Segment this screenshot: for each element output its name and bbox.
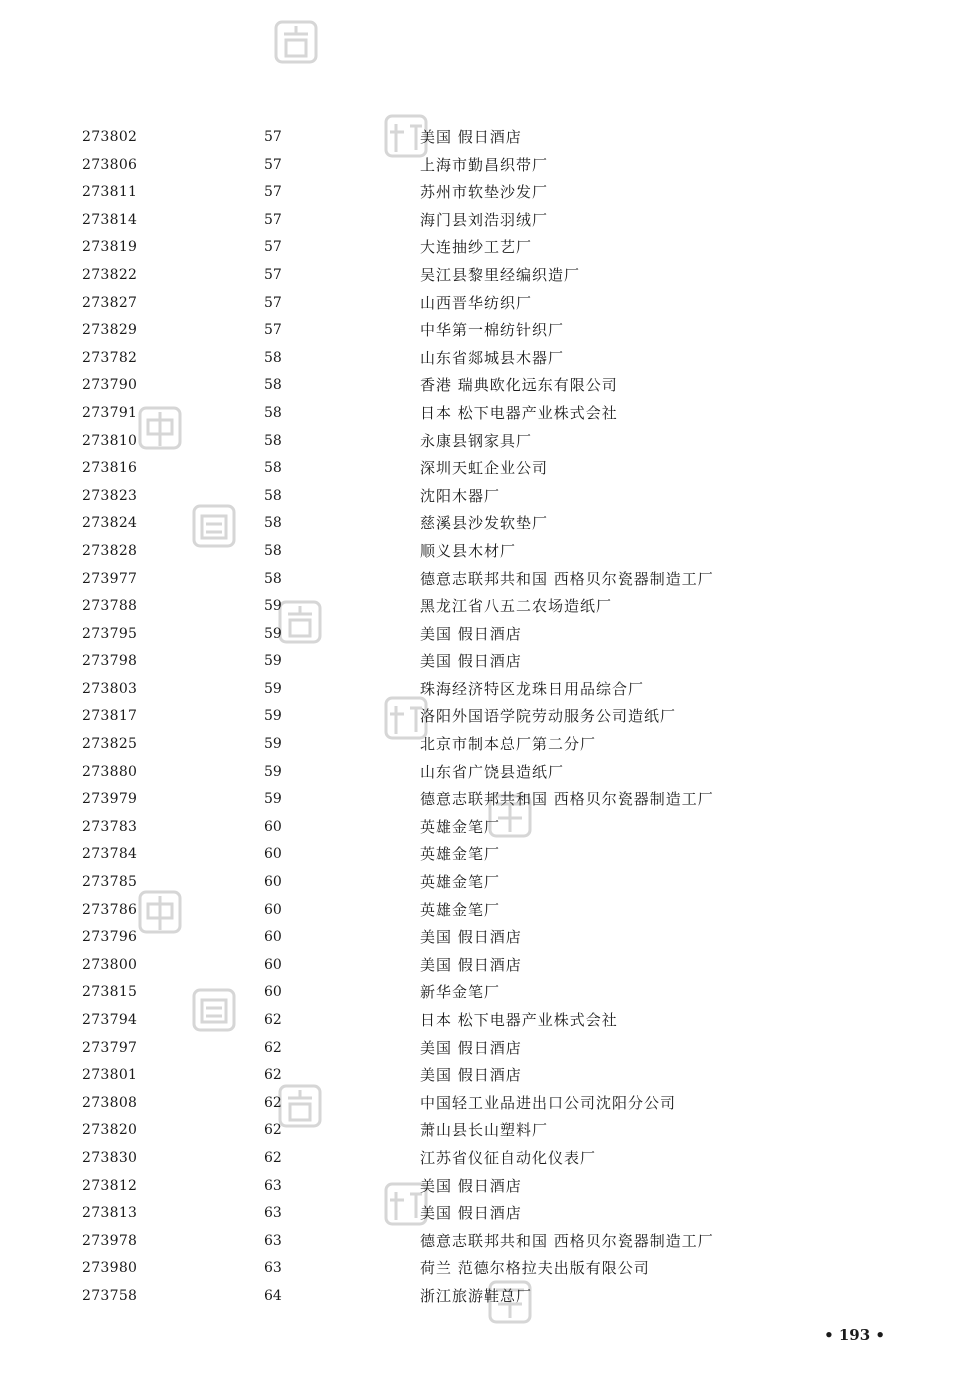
registrant-name: 北京市制本总厂第二分厂 bbox=[420, 735, 597, 754]
registration-number: 273783 bbox=[82, 818, 138, 835]
list-row bbox=[0, 924, 980, 952]
registration-number: 273797 bbox=[82, 1039, 138, 1056]
class-number: 58 bbox=[264, 349, 282, 366]
class-number: 62 bbox=[264, 1012, 282, 1028]
registration-number: 273794 bbox=[82, 1012, 138, 1028]
registration-number: 273758 bbox=[82, 1287, 138, 1304]
list-row bbox=[0, 455, 980, 483]
list-row bbox=[0, 510, 980, 538]
registration-number: 273802 bbox=[82, 129, 138, 145]
registrant-name: 德意志联邦共和国 西格贝尔瓷器制造工厂 bbox=[420, 790, 714, 809]
list-row bbox=[0, 1007, 980, 1035]
class-number: 57 bbox=[264, 266, 282, 283]
class-number: 60 bbox=[264, 984, 282, 1001]
class-number: 58 bbox=[264, 542, 282, 559]
registrant-name: 山东省广饶县造纸厂 bbox=[420, 762, 565, 781]
registrant-name: 吴江县黎里经编织造厂 bbox=[420, 265, 581, 284]
class-number: 63 bbox=[264, 1232, 282, 1249]
list-row bbox=[0, 400, 980, 428]
registration-number: 273784 bbox=[82, 846, 138, 863]
list-row bbox=[0, 290, 980, 318]
registration-number: 273813 bbox=[82, 1205, 138, 1222]
registration-number: 273820 bbox=[82, 1122, 138, 1139]
registration-number: 273812 bbox=[82, 1177, 138, 1194]
class-number: 59 bbox=[264, 680, 282, 697]
registration-number: 273786 bbox=[82, 901, 138, 918]
registrant-name: 沈阳木器厂 bbox=[420, 486, 501, 505]
registrant-name: 美国 假日酒店 bbox=[420, 1204, 522, 1223]
class-number: 57 bbox=[264, 294, 282, 311]
list-row bbox=[0, 124, 980, 152]
list-row bbox=[0, 1283, 980, 1311]
registrant-name: 慈溪县沙发软垫厂 bbox=[420, 514, 549, 533]
class-number: 57 bbox=[264, 322, 282, 339]
list-row bbox=[0, 703, 980, 731]
registrant-name: 上海市勤昌织带厂 bbox=[420, 155, 549, 174]
class-number: 57 bbox=[264, 211, 282, 228]
registrant-name: 美国 假日酒店 bbox=[420, 1176, 522, 1195]
list-row bbox=[0, 207, 980, 235]
list-row bbox=[0, 814, 980, 842]
registrant-name: 江苏省仪征自动化仪表厂 bbox=[420, 1148, 597, 1167]
registrant-name: 中国轻工业品进出口公司沈阳分公司 bbox=[420, 1093, 677, 1112]
registrant-name: 英雄金笔厂 bbox=[420, 900, 501, 919]
class-number: 58 bbox=[264, 404, 282, 421]
registration-number: 273827 bbox=[82, 294, 138, 311]
list-row bbox=[0, 152, 980, 180]
list-row bbox=[0, 1117, 980, 1145]
registrant-name: 美国 假日酒店 bbox=[420, 624, 522, 643]
registration-number: 273980 bbox=[82, 1260, 138, 1277]
list-row bbox=[0, 869, 980, 897]
registration-number: 273815 bbox=[82, 984, 138, 1001]
registration-number: 273830 bbox=[82, 1149, 138, 1166]
registrant-name: 大连抽纱工艺厂 bbox=[420, 238, 533, 257]
stamp-watermark-icon bbox=[272, 18, 320, 66]
list-row bbox=[0, 759, 980, 787]
registrant-name: 洛阳外国语学院劳动服务公司造纸厂 bbox=[420, 707, 677, 726]
registration-number: 273978 bbox=[82, 1232, 138, 1249]
list-row bbox=[0, 731, 980, 759]
class-number: 58 bbox=[264, 570, 282, 587]
registrant-name: 苏州市软垫沙发厂 bbox=[420, 183, 549, 202]
list-row bbox=[0, 483, 980, 511]
registration-number: 273810 bbox=[82, 432, 138, 449]
class-number: 57 bbox=[264, 239, 282, 256]
registration-number: 273806 bbox=[82, 156, 138, 173]
registration-number: 273796 bbox=[82, 929, 138, 946]
list-row bbox=[0, 1145, 980, 1173]
class-number: 62 bbox=[264, 1039, 282, 1056]
class-number: 63 bbox=[264, 1205, 282, 1222]
class-number: 59 bbox=[264, 625, 282, 642]
class-number: 59 bbox=[264, 708, 282, 725]
registration-number: 273803 bbox=[82, 680, 138, 697]
registrant-name: 荷兰 范德尔格拉夫出版有限公司 bbox=[420, 1259, 650, 1278]
list-row bbox=[0, 621, 980, 649]
list-row bbox=[0, 786, 980, 814]
registrant-name: 美国 假日酒店 bbox=[420, 652, 522, 671]
registrant-name: 山西晋华纺织厂 bbox=[420, 293, 533, 312]
registrant-name: 日本 松下电器产业株式会社 bbox=[420, 403, 618, 422]
registration-number: 273782 bbox=[82, 349, 138, 366]
list-row bbox=[0, 1255, 980, 1283]
class-number: 60 bbox=[264, 929, 282, 946]
list-row bbox=[0, 1173, 980, 1201]
registration-number: 273829 bbox=[82, 322, 138, 339]
list-row bbox=[0, 648, 980, 676]
registration-number: 273828 bbox=[82, 542, 138, 559]
registrant-name: 黑龙江省八五二农场造纸厂 bbox=[420, 597, 613, 616]
class-number: 63 bbox=[264, 1260, 282, 1277]
list-row bbox=[0, 897, 980, 925]
class-number: 57 bbox=[264, 156, 282, 173]
registration-number: 273819 bbox=[82, 239, 138, 256]
class-number: 58 bbox=[264, 377, 282, 394]
list-row bbox=[0, 179, 980, 207]
class-number: 60 bbox=[264, 956, 282, 973]
registrant-name: 英雄金笔厂 bbox=[420, 845, 501, 864]
registrant-name: 英雄金笔厂 bbox=[420, 817, 501, 836]
registrant-name: 珠海经济特区龙珠日用品综合厂 bbox=[420, 679, 645, 698]
class-number: 59 bbox=[264, 763, 282, 780]
registrant-name: 美国 假日酒店 bbox=[420, 955, 522, 974]
registrant-name: 永康县钢家具厂 bbox=[420, 431, 533, 450]
registration-number: 273808 bbox=[82, 1094, 138, 1111]
class-number: 64 bbox=[264, 1287, 282, 1304]
registration-number: 273977 bbox=[82, 570, 138, 587]
class-number: 63 bbox=[264, 1177, 282, 1194]
registrant-name: 德意志联邦共和国 西格贝尔瓷器制造工厂 bbox=[420, 569, 714, 588]
registrant-name: 深圳天虹企业公司 bbox=[420, 459, 549, 478]
list-row bbox=[0, 262, 980, 290]
registrant-name: 美国 假日酒店 bbox=[420, 1038, 522, 1057]
registrant-name: 美国 假日酒店 bbox=[420, 128, 522, 146]
class-number: 59 bbox=[264, 598, 282, 615]
registrant-name: 顺义县木材厂 bbox=[420, 541, 517, 560]
registration-number: 273822 bbox=[82, 266, 138, 283]
list-row bbox=[0, 428, 980, 456]
list-row bbox=[0, 952, 980, 980]
registration-number: 273816 bbox=[82, 460, 138, 477]
class-number: 60 bbox=[264, 818, 282, 835]
registration-number: 273790 bbox=[82, 377, 138, 394]
registration-number: 273801 bbox=[82, 1067, 138, 1084]
class-number: 62 bbox=[264, 1122, 282, 1139]
class-number: 59 bbox=[264, 653, 282, 670]
list-row bbox=[0, 1228, 980, 1256]
class-number: 59 bbox=[264, 791, 282, 808]
list-row bbox=[0, 1200, 980, 1228]
list-row bbox=[0, 538, 980, 566]
list-row bbox=[0, 676, 980, 704]
registrant-name: 浙江旅游鞋总厂 bbox=[420, 1286, 533, 1305]
registrant-name: 日本 松下电器产业株式会社 bbox=[420, 1011, 618, 1029]
registrant-name: 美国 假日酒店 bbox=[420, 928, 522, 947]
list-row bbox=[0, 979, 980, 1007]
class-number: 60 bbox=[264, 874, 282, 891]
list-row bbox=[0, 234, 980, 262]
registrant-name: 美国 假日酒店 bbox=[420, 1066, 522, 1085]
class-number: 58 bbox=[264, 515, 282, 532]
registrant-name: 新华金笔厂 bbox=[420, 983, 501, 1002]
registrant-name: 中华第一棉纺针织厂 bbox=[420, 321, 565, 340]
registration-number: 273788 bbox=[82, 598, 138, 615]
registration-number: 273785 bbox=[82, 874, 138, 891]
registrant-name: 香港 瑞典欧化远东有限公司 bbox=[420, 376, 618, 395]
registration-number: 273814 bbox=[82, 211, 138, 228]
registrant-name: 德意志联邦共和国 西格贝尔瓷器制造工厂 bbox=[420, 1231, 714, 1250]
registration-number: 273811 bbox=[82, 184, 138, 201]
registration-number: 273791 bbox=[82, 404, 138, 421]
registration-number: 273823 bbox=[82, 487, 138, 504]
registration-number: 273880 bbox=[82, 763, 138, 780]
class-number: 62 bbox=[264, 1067, 282, 1084]
list-row bbox=[0, 372, 980, 400]
trademark-list bbox=[0, 124, 980, 1311]
registration-number: 273979 bbox=[82, 791, 138, 808]
list-row bbox=[0, 317, 980, 345]
list-row bbox=[0, 345, 980, 373]
registrant-name: 山东省郯城县木器厂 bbox=[420, 348, 565, 367]
registrant-name: 萧山县长山塑料厂 bbox=[420, 1121, 549, 1140]
class-number: 58 bbox=[264, 432, 282, 449]
class-number: 57 bbox=[264, 184, 282, 201]
class-number: 58 bbox=[264, 487, 282, 504]
class-number: 57 bbox=[264, 129, 282, 145]
list-row bbox=[0, 593, 980, 621]
registrant-name: 英雄金笔厂 bbox=[420, 873, 501, 892]
list-row bbox=[0, 1062, 980, 1090]
page-number: • 193 • bbox=[824, 1326, 885, 1344]
class-number: 62 bbox=[264, 1149, 282, 1166]
registrant-name: 海门县刘浩羽绒厂 bbox=[420, 210, 549, 229]
registration-number: 273825 bbox=[82, 736, 138, 753]
class-number: 62 bbox=[264, 1094, 282, 1111]
list-row bbox=[0, 1035, 980, 1063]
registration-number: 273800 bbox=[82, 956, 138, 973]
class-number: 58 bbox=[264, 460, 282, 477]
registration-number: 273824 bbox=[82, 515, 138, 532]
class-number: 60 bbox=[264, 901, 282, 918]
registration-number: 273817 bbox=[82, 708, 138, 725]
registration-number: 273795 bbox=[82, 625, 138, 642]
class-number: 59 bbox=[264, 736, 282, 753]
list-row bbox=[0, 566, 980, 594]
list-row bbox=[0, 841, 980, 869]
registration-number: 273798 bbox=[82, 653, 138, 670]
list-row bbox=[0, 1090, 980, 1118]
class-number: 60 bbox=[264, 846, 282, 863]
